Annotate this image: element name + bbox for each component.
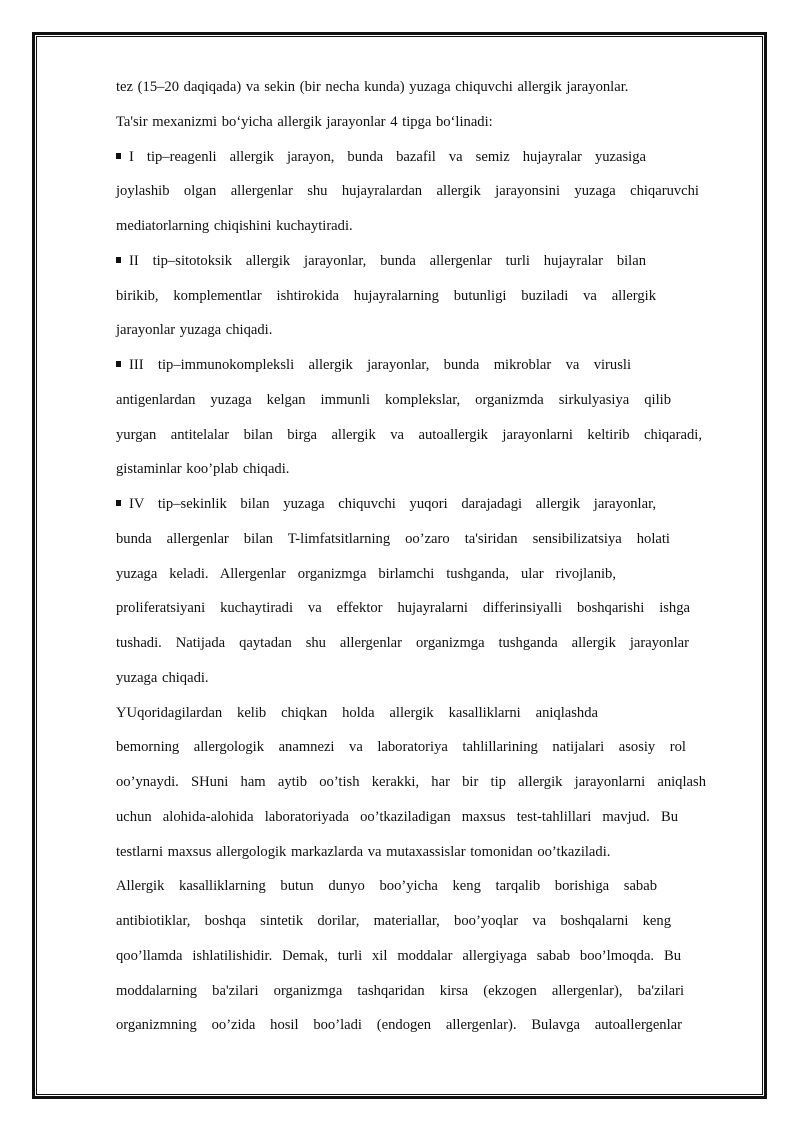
text-line: Allergik kasalliklarning butun dunyo boo’yicha keng tarqalib borishiga sabab — [116, 878, 657, 895]
bullet-icon — [116, 153, 121, 159]
text-line: yurgan antitelalar bilan birga allergik va autoallergik jarayonlarni keltirib chiqaradi, — [116, 426, 702, 443]
text-line: joylashib olgan allergenlar shu hujayralardan allergik jarayonsini yuzaga chiqaruvchi — [116, 183, 699, 200]
document-body — [116, 72, 706, 1045]
text-line: birikib, komplementlar ishtirokida hujayralarning butunligi buziladi va allergik — [116, 287, 656, 304]
text-line: moddalarning ba'zilari organizmga tashqaridan kirsa (ekzogen allergenlar), ba'zilari — [116, 982, 684, 999]
bullet-icon — [116, 257, 121, 263]
list-item — [116, 142, 646, 177]
text-line: proliferatsiyani kuchaytiradi va effektor hujayralarni differinsiyalli boshqarishi ishga — [116, 600, 690, 617]
text-line: bemorning allergologik anamnezi va laboratoriya tahlillarining natijalari asosiy rol — [116, 739, 686, 756]
text-line: testlarni maxsus allergologik markazlarda va mutaxassislar tomonidan oo’tkaziladi. — [116, 843, 611, 860]
text-line: oo’ynaydi. SHuni ham aytib oo’tish kerakki, har bir tip allergik jarayonlarni aniqlash — [116, 774, 706, 790]
text-line: tushadi. Natijada qaytadan shu allergenlar organizmga tushganda allergik jarayonlar — [116, 635, 689, 651]
list-item — [116, 489, 656, 524]
list-item-text: IV tip–sekinlik bilan yuzaga chiquvchi yuqori darajadagi allergik jarayonlar, — [129, 496, 656, 512]
text-line: yuzaga keladi. Allergenlar organizmga birlamchi tushganda, ular rivojlanib, — [116, 565, 616, 582]
bullet-icon — [116, 500, 121, 506]
text-line: YUqoridagilardan kelib chiqkan holda allergik kasalliklarni aniqlashda — [116, 704, 598, 721]
text-line: yuzaga chiqadi. — [116, 669, 209, 686]
list-item — [116, 350, 631, 385]
text-line: organizmning oo’zida hosil boo’ladi (endogen allergenlar). Bulavga autoallergenlar — [116, 1017, 682, 1034]
list-item — [116, 246, 646, 281]
bullet-icon — [116, 361, 121, 367]
text-line: uchun alohida-alohida laboratoriyada oo’tkaziladigan maxsus test-tahlillari mavjud. Bu — [116, 808, 678, 825]
text-line: bunda allergenlar bilan T-limfatsitlarning oo’zaro ta'siridan sensibilizatsiya holati — [116, 530, 670, 547]
text-line: antibiotiklar, boshqa sintetik dorilar, materiallar, boo’yoqlar va boshqalarni keng — [116, 913, 671, 929]
list-item-text: II tip–sitotoksik allergik jarayonlar, bunda allergenlar turli hujayralar bilan — [129, 252, 646, 269]
list-item-text: III tip–immunokompleksli allergik jarayonlar, bunda mikroblar va virusli — [129, 357, 631, 373]
text-line: qoo’llamda ishlatilishidir. Demak, turli xil moddalar allergiyaga sabab boo’lmoqda. Bu — [116, 947, 681, 964]
list-item-text: I tip–reagenli allergik jarayon, bunda bazafil va semiz hujayralar yuzasiga — [129, 148, 646, 165]
text-line: antigenlardan yuzaga kelgan immunli komplekslar, organizmda sirkulyasiya qilib — [116, 391, 671, 408]
text-line: mediatorlarning chiqishini kuchaytiradi. — [116, 218, 353, 234]
text-line: jarayonlar yuzaga chiqadi. — [116, 322, 273, 339]
text-line: tez (15–20 daqiqada) va sekin (bir necha kunda) yuzaga chiquvchi allergik jarayonlar. — [116, 79, 629, 95]
text-line: gistaminlar koo’plab chiqadi. — [116, 461, 290, 478]
text-line: Ta'sir mexanizmi bo‘yicha allergik jarayonlar 4 tipga bo‘linadi: — [116, 113, 493, 130]
